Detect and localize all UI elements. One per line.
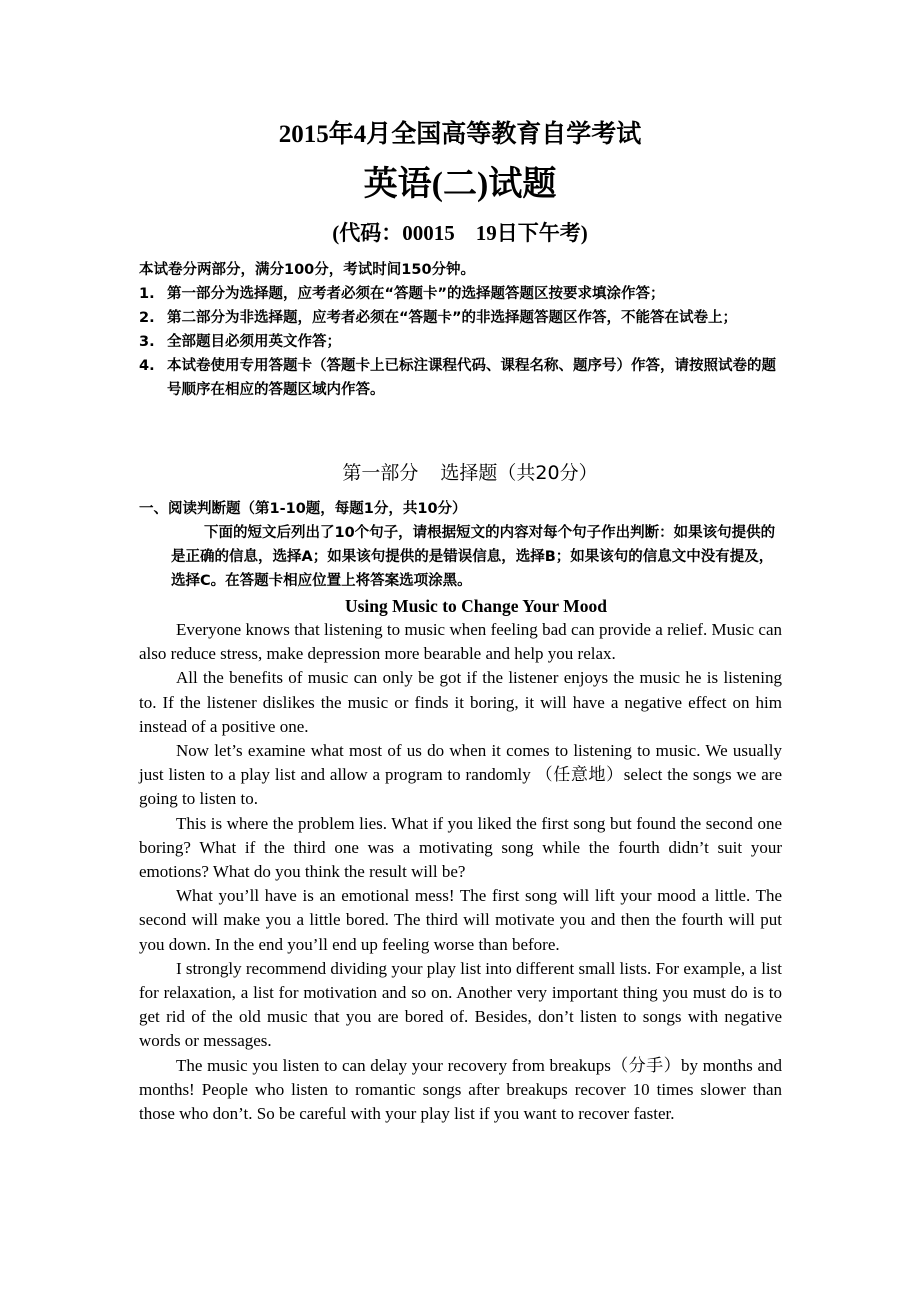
- notice-item: [139, 282, 789, 306]
- passage-paragraph: I strongly recommend dividing your play list into different small lists. For example, a list for relaxation, a list for motivation and so on. Another very important thing you must do is to get rid of the old music that you are bored of. Besides, don’t listen to songs with negative words or messages.: [139, 958, 782, 1051]
- notice-list: [139, 282, 789, 402]
- section-one-instructions: 下面的短文后列出了10个句子，请根据短文的内容对每个句子作出判断：如果该句提供的是正确的信息，选择A；如果该句提供的是错误信息，选择B；如果该句的信息文中没有提及，选择C。在答题卡相应位置上将答案选项涂黑。: [171, 525, 776, 589]
- subject-title: 英语(二)试题: [363, 166, 557, 203]
- notice-item: [139, 330, 789, 354]
- notice-item-text: 第二部分为非选择题，应考者必须在“答题卡”的非选择题答题区作答，不能答在试卷上；: [167, 310, 738, 326]
- notice-item-number: 2.: [139, 310, 155, 326]
- passage-title: Using Music to Change Your Mood: [344, 596, 608, 616]
- passage-paragraph: Everyone knows that listening to music when feeling bad can provide a relief. Music can also reduce stress, make depression more bearable and help you relax.: [139, 620, 782, 664]
- notice-intro: 本试卷分两部分，满分100分，考试时间150分钟。: [139, 262, 476, 278]
- notice-item: [139, 306, 789, 330]
- passage-paragraph: Now let’s examine what most of us do when it comes to listening to music. We usually just listen to a play list and allow a program to randomly （任意地）select the songs we are going to listen to.: [139, 741, 782, 809]
- passage-paragraph: The music you listen to can delay your recovery from breakups（分手）by months and months! People who listen to romantic songs after breakups recover 10 times slower than those who don’t. So be careful with your play list if you want to recover faster.: [139, 1055, 782, 1124]
- notice-item: [139, 354, 789, 402]
- exam-code-line: (代码：00015 19日下午考): [332, 221, 588, 245]
- notice-item-text: 本试卷使用专用答题卡（答题卡上已标注课程代码、课程名称、题序号）作答，请按照试卷的题号顺序在相应的答题区域内作答。: [167, 358, 776, 398]
- passage-paragraph: What you’ll have is an emotional mess! The first song will lift your mood a little. The second will make you a little bored. The third will motivate you and then the fourth will put you down. In the end you’ll end up feeling worse than before.: [139, 886, 782, 954]
- notice-item-number: 4.: [139, 358, 155, 374]
- part-one-heading: [0, 458, 920, 488]
- exam-title: 2015年4月全国高等教育自学考试: [278, 121, 642, 148]
- part-one-title: 选择题（共20分）: [440, 462, 598, 484]
- notice-item-number: 1.: [139, 286, 155, 302]
- exam-notice: [139, 258, 789, 402]
- section-one-heading: 一、阅读判断题（第1-10题，每题1分，共10分）: [139, 501, 467, 517]
- notice-item-text: 全部题目必须用英文作答；: [167, 334, 341, 350]
- part-one-label: 第一部分: [342, 462, 419, 484]
- passage-paragraph: All the benefits of music can only be got if the listener enjoys the music he is listening to. If the listener dislikes the music or finds it boring, it will have a negative effect on him instead of a positive one.: [139, 668, 782, 736]
- passage-paragraph: This is where the problem lies. What if you liked the first song but found the second one boring? What if the third one was a motivating song while the fourth didn’t suit your emotions? What do you think the result will be?: [139, 813, 782, 882]
- notice-item-text: 第一部分为选择题，应考者必须在“答题卡”的选择题答题区按要求填涂作答；: [167, 286, 665, 302]
- notice-item-number: 3.: [139, 334, 155, 350]
- reading-passage: [139, 618, 782, 1126]
